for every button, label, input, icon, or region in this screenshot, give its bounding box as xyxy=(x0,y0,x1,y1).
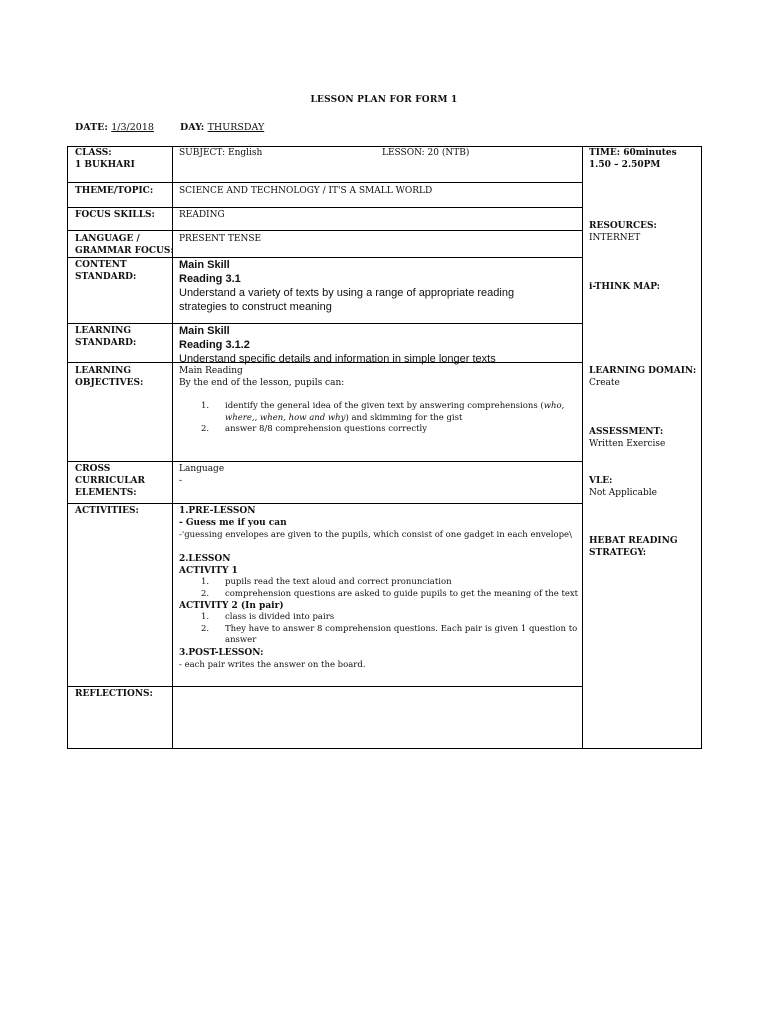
content-standard-value: Main Skill Reading 3.1 Understand a variety of texts by using a range of appropriate reading strategies to construct meaning xyxy=(179,259,515,313)
date-label: DATE: xyxy=(75,122,108,133)
date-value: 1/3/2018 xyxy=(111,122,154,133)
theme-value: SCIENCE AND TECHNOLOGY / IT'S A SMALL WORLD xyxy=(179,186,433,196)
activity-item: 1. pupils read the text aloud and correct pronunciation xyxy=(201,577,452,587)
day-line xyxy=(180,122,264,133)
day-value: THURSDAY xyxy=(207,122,265,133)
vle-block: VLE: Not Applicable xyxy=(589,476,657,498)
focus-skills-label: FOCUS SKILLS: xyxy=(75,210,155,220)
assessment-block: ASSESSMENT: Written Exercise xyxy=(589,427,666,449)
focus-skills-value: READING xyxy=(179,210,225,220)
date-line xyxy=(75,122,154,133)
cross-curricular-value: Language - xyxy=(179,464,225,486)
learning-standard-label: LEARNING STANDARD: xyxy=(75,326,137,348)
learning-objectives-value: Main Reading By the end of the lesson, pupils can: 1. identify the general idea of the given text by answering comprehensions (who, where,, when, how and why) and skimming for the gist 2. answer 8/8 comprehension questions correctly xyxy=(179,365,577,436)
learning-objectives-label: LEARNING OBJECTIVES: xyxy=(75,366,144,388)
lesson-number: LESSON: 20 (NTB) xyxy=(382,148,470,158)
ithink-map-label: i-THINK MAP: xyxy=(589,282,660,292)
activity-item: 2. They have to answer 8 comprehension questions. Each pair is given 1 question to answer xyxy=(201,623,578,645)
activity-item: 1. class is divided into pairs xyxy=(201,612,335,622)
row-divider xyxy=(67,686,582,687)
subject-text: SUBJECT: English xyxy=(179,148,263,158)
learning-standard-value: Main Skill Reading 3.1.2 Understand specific details and information in simple longer texts xyxy=(179,325,496,365)
objective-item: 1. identify the general idea of the given text by answering comprehensions (who, where,, when, how and why) and skimming for the gist xyxy=(201,401,565,423)
row-divider xyxy=(67,182,582,183)
theme-label: THEME/TOPIC: xyxy=(75,186,154,196)
grammar-focus-value: PRESENT TENSE xyxy=(179,234,262,244)
grammar-focus-label: LANGUAGE / GRAMMAR FOCUS: xyxy=(75,234,174,256)
reflections-label: REFLECTIONS: xyxy=(75,689,153,699)
resources-block: RESOURCES: INTERNET xyxy=(589,221,657,243)
row-divider xyxy=(67,230,582,231)
content-standard-label: CONTENT STANDARD: xyxy=(75,260,137,282)
row-divider xyxy=(67,207,582,208)
learning-domain-block: LEARNING DOMAIN: Create xyxy=(589,366,697,388)
activities-value: 1.PRE-LESSON - Guess me if you can -'guessing envelopes are given to the pupils, which consist of one gadget in each envelope\ 2.LESSON ACTIVITY 1 1. pupils read the text aloud and correct pronunciation 2. comprehension questions are asked to guide pupils to get the meaning of the text ACTIVITY 2 (In pair) 1. class is divided into pairs 2. They have to answer 8 comprehension questions. Each pair is given 1 question to answer 3.POST-LESSON: - each pair writes the answer on the board. xyxy=(179,506,579,670)
column-divider-right xyxy=(582,146,583,749)
activities-label: ACTIVITIES: xyxy=(75,506,139,516)
day-label: DAY: xyxy=(180,122,205,133)
time-block: TIME: 60minutes 1.50 – 2.50PM xyxy=(589,148,677,170)
hebat-reading-block: HEBAT READING STRATEGY: xyxy=(589,536,678,558)
class-label: CLASS: 1 BUKHARI xyxy=(75,148,135,170)
cross-curricular-label: CROSS CURRICULAR ELEMENTS: xyxy=(75,464,145,498)
row-divider xyxy=(67,461,582,462)
page-title: LESSON PLAN FOR FORM 1 xyxy=(310,95,458,105)
objective-item: 2. answer 8/8 comprehension questions correctly xyxy=(201,424,428,434)
row-divider xyxy=(67,503,582,504)
activity-item: 2. comprehension questions are asked to guide pupils to get the meaning of the text xyxy=(201,588,579,599)
